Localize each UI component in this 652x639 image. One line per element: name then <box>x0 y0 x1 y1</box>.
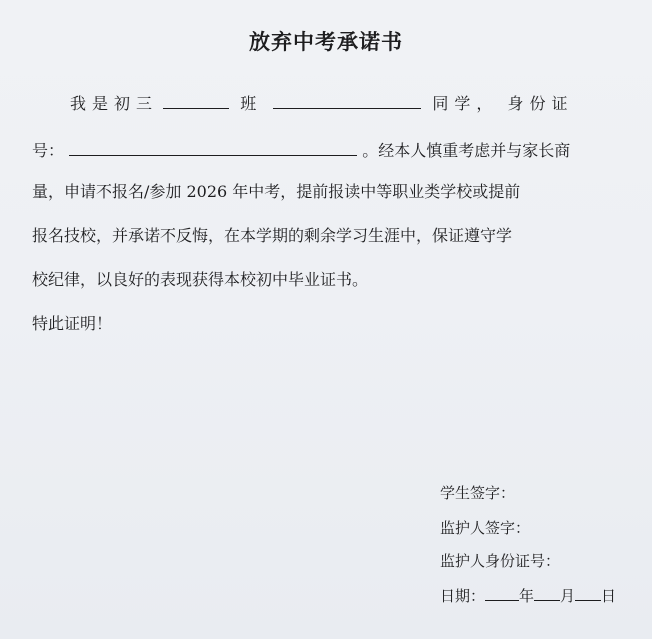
month-label: 月 <box>560 587 576 605</box>
year-blank <box>485 586 519 601</box>
month-blank <box>534 586 560 601</box>
body-line-3: 量，申请不报名/参加 2026 年中考，提前报读中等职业类学校或提前 <box>32 182 521 201</box>
body-text-class: 班 <box>240 94 257 113</box>
guardian-signature-label: 监护人签字： <box>440 519 531 537</box>
body-line-2 <box>32 139 570 161</box>
closing-statement: 特此证明！ <box>32 314 113 333</box>
body-text-grade: 我是初三 <box>70 94 159 113</box>
day-label: 日 <box>601 587 617 605</box>
name-blank <box>273 92 421 109</box>
document-title: 放弃中考承诺书 <box>249 29 403 54</box>
class-blank <box>163 92 229 109</box>
body-text-student: 同学， <box>432 94 499 113</box>
id-number-blank <box>69 139 357 156</box>
body-text-consideration: 。经本人慎重考虑并与家长商 <box>362 141 571 160</box>
date-label: 日期： <box>440 587 486 605</box>
year-label: 年 <box>519 587 535 605</box>
guardian-id-label: 监护人身份证号： <box>440 552 561 570</box>
date-line <box>440 586 616 606</box>
body-text-id: 身份证 <box>507 94 574 113</box>
body-text-number: 号： <box>32 141 65 160</box>
body-line-4: 报名技校，并承诺不反悔，在本学期的剩余学习生涯中，保证遵守学 <box>32 226 513 245</box>
body-line-1 <box>70 92 574 114</box>
body-line-5: 校纪律，以良好的表现获得本校初中毕业证书。 <box>32 270 369 289</box>
day-blank <box>575 586 601 601</box>
student-signature-label: 学生签字： <box>440 484 516 502</box>
